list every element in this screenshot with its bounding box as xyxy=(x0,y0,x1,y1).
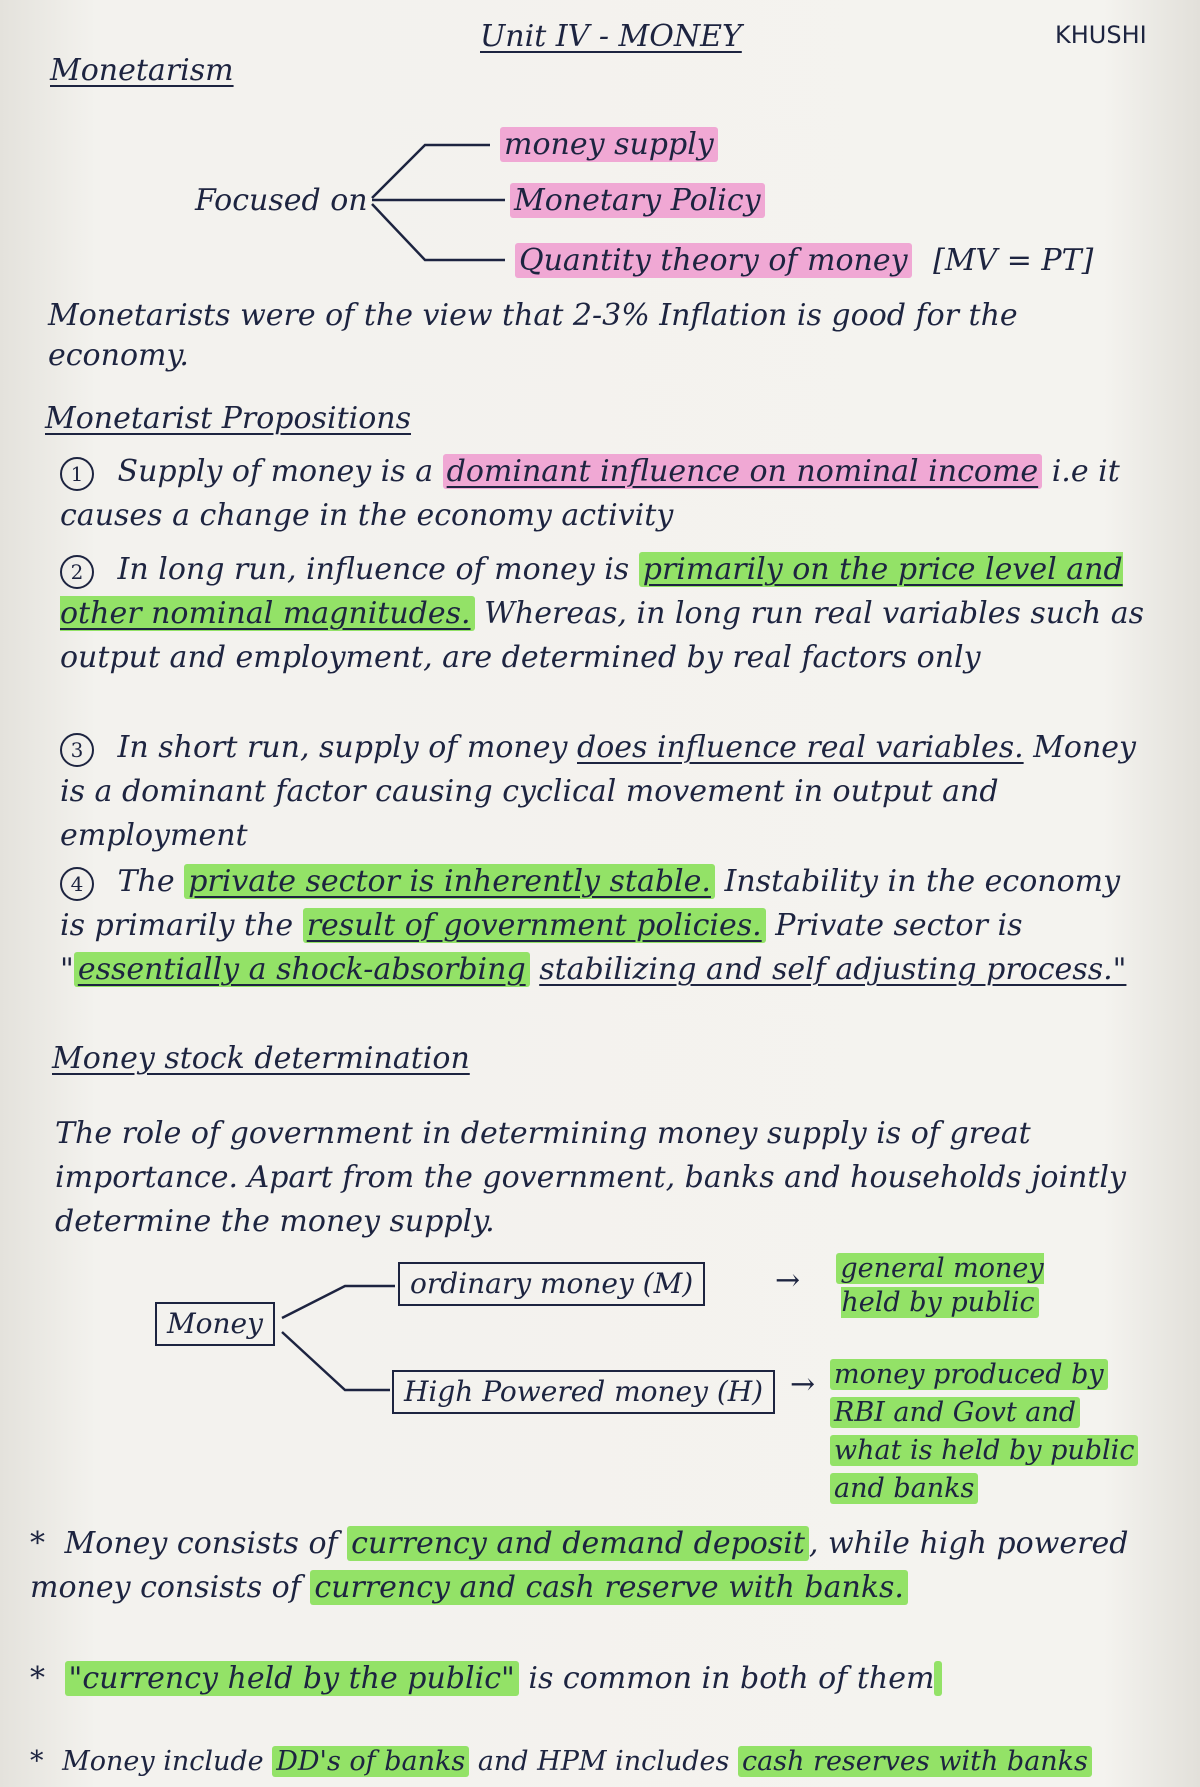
branch-label: Monetary Policy xyxy=(510,183,765,218)
proposition-number: 1 xyxy=(60,457,94,491)
proposition-text: Supply of money is a xyxy=(117,454,434,489)
high-powered-money-box: High Powered money (H) xyxy=(392,1370,775,1414)
high-powered-desc xyxy=(830,1356,1138,1508)
note-text: Money consists of xyxy=(64,1526,338,1561)
proposition-highlight: dominant influence on nominal income xyxy=(443,454,1043,489)
page-title: Unit IV - MONEY xyxy=(480,19,742,54)
note-text: and HPM includes xyxy=(477,1746,730,1777)
note-3 xyxy=(30,1742,1190,1782)
monetarism-heading: Monetarism xyxy=(50,53,234,88)
proposition-text: Private sector is " xyxy=(60,908,1023,987)
note-1 xyxy=(30,1522,1140,1610)
proposition-text: Money is a dominant factor causing cyclical movement in output and employment xyxy=(60,730,1136,853)
formula: [MV = PT] xyxy=(933,243,1094,278)
author-name: KHUSHI xyxy=(1055,21,1147,49)
note-2 xyxy=(30,1658,1140,1700)
proposition-number: 3 xyxy=(60,733,94,767)
money-stock-paragraph: The role of government in determining money supply is of great importance. Apart from the government, banks and households jointly determine the money supply. xyxy=(55,1116,1126,1239)
note-text: , while high powered money consists of xyxy=(30,1526,1129,1605)
note-highlight: "currency held by the public" xyxy=(65,1661,519,1696)
note-text: is common in both of them xyxy=(528,1661,935,1696)
note-star: * xyxy=(30,1746,44,1777)
money-stock-heading: Money stock determination xyxy=(52,1041,470,1076)
proposition-number: 4 xyxy=(60,867,94,901)
proposition-3 xyxy=(60,726,1150,858)
proposition-highlight: private sector is inherently stable. xyxy=(184,864,715,899)
proposition-highlight: result of government policies. xyxy=(303,908,766,943)
proposition-1 xyxy=(60,450,1150,538)
note-highlight: cash reserves with banks xyxy=(738,1746,1092,1777)
propositions-heading: Monetarist Propositions xyxy=(45,401,411,436)
proposition-highlight: does influence real variables. xyxy=(577,730,1024,765)
hp-desc-line: and banks xyxy=(830,1473,978,1504)
focused-on-label: Focused on xyxy=(195,183,368,218)
note-highlight: currency and demand deposit xyxy=(347,1526,809,1561)
proposition-text: i.e it causes a change in the economy activity xyxy=(60,454,1120,533)
note-highlight xyxy=(934,1661,942,1696)
proposition-number: 2 xyxy=(60,555,94,589)
proposition-highlight: essentially a shock-absorbing xyxy=(74,952,530,987)
branch-monetary-policy xyxy=(510,182,765,220)
note-star: * xyxy=(30,1526,45,1561)
proposition-text: The xyxy=(117,864,175,899)
money-root-box: Money xyxy=(155,1302,275,1346)
note-highlight: DD's of banks xyxy=(272,1746,469,1777)
branch-quantity-theory xyxy=(515,242,1093,280)
proposition-text: In long run, influence of money is xyxy=(117,552,630,587)
proposition-highlight: primarily on the price level and other nominal magnitudes. xyxy=(60,552,1123,631)
ordinary-arrow: → xyxy=(775,1263,801,1298)
hp-desc-line: what is held by public xyxy=(830,1435,1138,1466)
branch-label: money supply xyxy=(500,127,718,162)
note-star: * xyxy=(30,1661,45,1696)
proposition-text: Whereas, in long run real variables such as output and employment, are determined by real factors only xyxy=(60,596,1145,675)
hp-desc-line: RBI and Govt and xyxy=(830,1397,1080,1428)
proposition-2 xyxy=(60,548,1150,680)
proposition-text: stabilizing and self adjusting process." xyxy=(539,952,1127,987)
note-highlight: currency and cash reserve with banks. xyxy=(310,1570,908,1605)
monetarist-view: Monetarists were of the view that 2-3% Inflation is good for the economy. xyxy=(48,298,1018,373)
ordinary-money-box: ordinary money (M) xyxy=(398,1262,705,1306)
branch-money-supply xyxy=(500,126,718,164)
ordinary-money-desc xyxy=(815,1252,1065,1320)
proposition-text: Instability in the economy is primarily the xyxy=(60,864,1121,943)
proposition-text: In short run, supply of money xyxy=(117,730,568,765)
high-powered-arrow: → xyxy=(790,1367,816,1402)
branch-label: Quantity theory of money xyxy=(515,243,912,278)
ordinary-desc-text: general money held by public xyxy=(836,1253,1043,1318)
hp-desc-line: money produced by xyxy=(830,1359,1108,1390)
proposition-4 xyxy=(60,860,1150,992)
note-text: Money include xyxy=(62,1746,264,1777)
